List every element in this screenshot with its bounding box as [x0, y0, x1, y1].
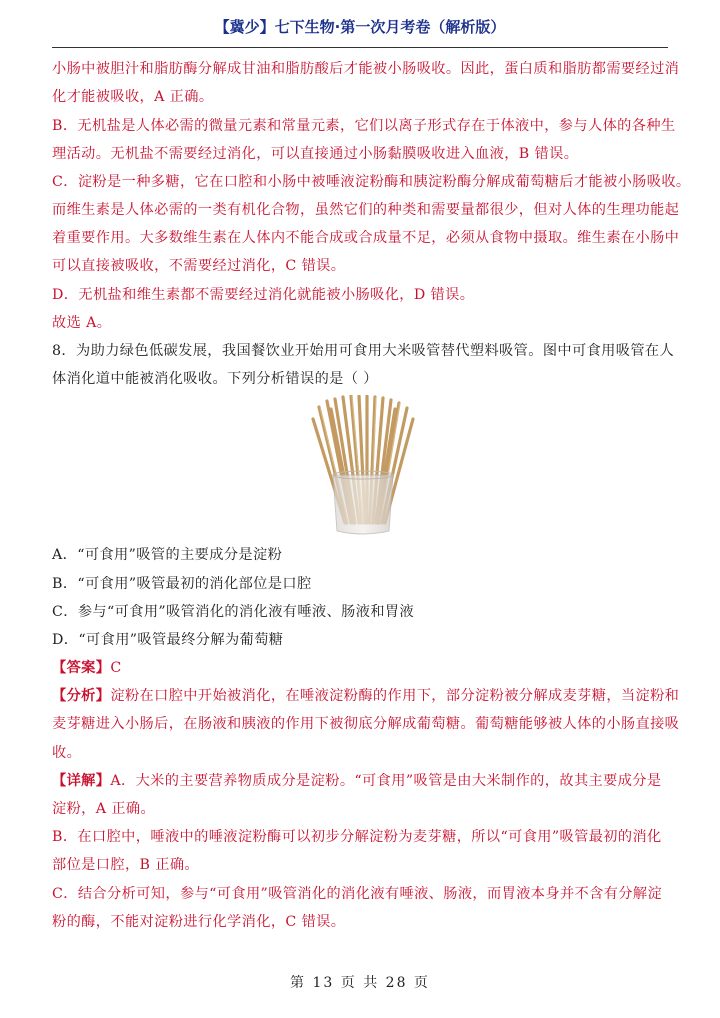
page-number: 第 13 页 共 28 页: [290, 975, 430, 991]
answer-line: [52, 658, 670, 678]
detail-text: A．大米的主要营养物质成分是淀粉。“可食用”吸管是由大米制作的，故其主要成分是: [110, 773, 662, 789]
text-line: 小肠中被胆汁和脂肪酶分解成甘油和脂肪酸后才能被小肠吸收。因此，蛋白质和脂肪都需要经过消: [52, 61, 680, 77]
text-line: 理活动。无机盐不需要经过消化，可以直接通过小肠黏膜吸收进入血液，B 错误。: [52, 146, 579, 162]
detail-line: C．结合分析可知，参与“可食用”吸管消化的消化液有唾液、肠液，而胃液本身并不含有分解淀: [52, 886, 663, 902]
text-line: D．无机盐和维生素都不需要经过消化就能被小肠吸化，D 错误。: [52, 287, 475, 303]
text-line: B．无机盐是人体必需的微量元素和常量元素，它们以离子形式存在于体液中，参与人体的各种生: [52, 118, 676, 134]
page-header-title: 【冀少】七下生物·第一次月考卷（解析版）: [214, 18, 506, 36]
analysis-line: [52, 686, 680, 706]
text-line: 着重要作用。大多数维生素在人体内不能合成或合成量不足，必须从食物中摄取。维生素在小肠中: [52, 230, 680, 246]
answer-tag: 【答案】: [52, 660, 111, 676]
detail-tag: 【详解】: [52, 773, 111, 789]
analysis-line: 收。: [52, 745, 82, 761]
answer-value: C: [110, 660, 122, 676]
detail-line: 粉的酶，不能对淀粉进行化学消化，C 错误。: [52, 914, 346, 930]
detail-line: 淀粉，A 正确。: [52, 801, 156, 817]
option-a: A．“可食用”吸管的主要成分是淀粉: [52, 547, 283, 563]
analysis-text: 淀粉在口腔中开始被消化，在唾液淀粉酶的作用下，部分淀粉被分解成麦芽糖，当淀粉和: [110, 688, 680, 704]
text-line: 可以直接被吸收，不需要经过消化，C 错误。: [52, 258, 346, 274]
edible-straws-photo: [305, 395, 420, 535]
analysis-line: 麦芽糖进入小肠后，在肠液和胰液的作用下被彻底分解成葡萄糖。葡萄糖能够被人体的小肠直接吸: [52, 716, 680, 732]
option-b: B．“可食用”吸管最初的消化部位是口腔: [52, 576, 312, 592]
question-stem-line: 8．为助力绿色低碳发展，我国餐饮业开始用可食用大米吸管替代塑料吸管。图中可食用吸管在人: [52, 343, 675, 359]
detail-line: B．在口腔中，唾液中的唾液淀粉酶可以初步分解淀粉为麦芽糖，所以“可食用”吸管最初的消化: [52, 829, 662, 845]
option-d: D．“可食用”吸管最终分解为葡萄糖: [52, 632, 284, 648]
text-line: 化才能被吸收，A 正确。: [52, 89, 214, 105]
option-c: C．参与“可食用”吸管消化的消化液有唾液、肠液和胃液: [52, 604, 415, 620]
text-line: 而维生素是人体必需的一类有机化合物，虽然它们的种类和需要量都很少，但对人体的生理功能起: [52, 202, 680, 218]
conclusion-line: 故选 A。: [52, 315, 112, 331]
detail-line: [52, 771, 670, 791]
question-stem-line: 体消化道中能被消化吸收。下列分析错误的是（ ）: [52, 371, 378, 387]
analysis-tag: 【分析】: [52, 688, 111, 704]
detail-line: 部位是口腔，B 正确。: [52, 857, 200, 873]
text-line: C．淀粉是一种多糖，它在口腔和小肠中被唾液淀粉酶和胰淀粉酶分解成葡萄糖后才能被小肠吸收。: [52, 174, 691, 190]
header-divider: [52, 47, 668, 48]
